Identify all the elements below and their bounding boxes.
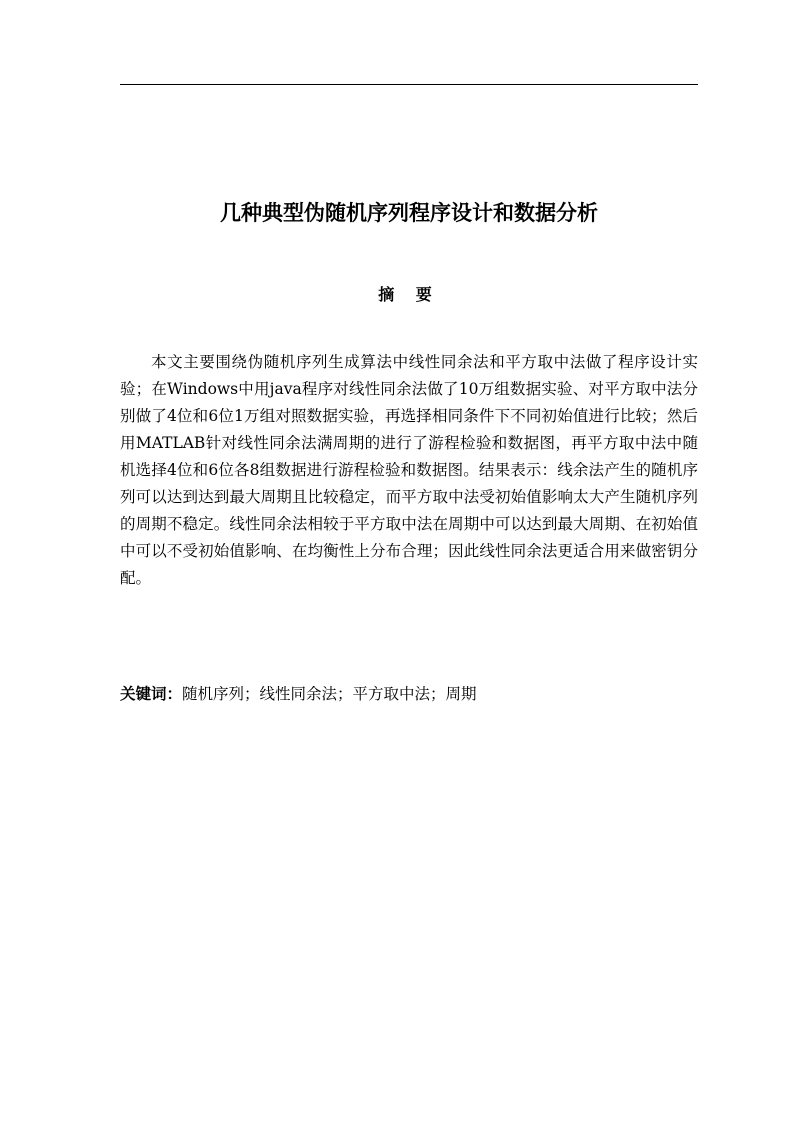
abstract-body: 本文主要围绕伪随机序列生成算法中线性同余法和平方取中法做了程序设计实验；在Windows中用java程序对线性同余法做了10万组数据实验、对平方取中法分别做了4位和6位1万组对照数据实验，再选择相同条件下不同初始值进行比较；然后用MATLAB针对线性同余法满周期的进行了游程检验和数据图，再平方取中法中随机选择4位和6位各8组数据进行游程检验和数据图。结果表示：线余法产生的随机序列可以达到达到最大周期且比较稳定，而平方取中法受初始值影响太大产生随机序列的周期不稳定。线性同余法相较于平方取中法在周期中可以达到最大周期、在初始值中可以不受初始值影响、在均衡性上分布合理；因此线性同余法更适合用来做密钥分配。 xyxy=(120,353,698,587)
header-rule xyxy=(120,84,698,85)
keywords-line xyxy=(120,680,698,708)
document-title: 几种典型伪随机序列程序设计和数据分析 xyxy=(220,201,598,225)
keywords-label: 关键词： xyxy=(120,685,183,703)
keywords-text: 随机序列；线性同余法；平方取中法；周期 xyxy=(182,685,477,703)
abstract-heading: 摘 要 xyxy=(378,285,440,304)
